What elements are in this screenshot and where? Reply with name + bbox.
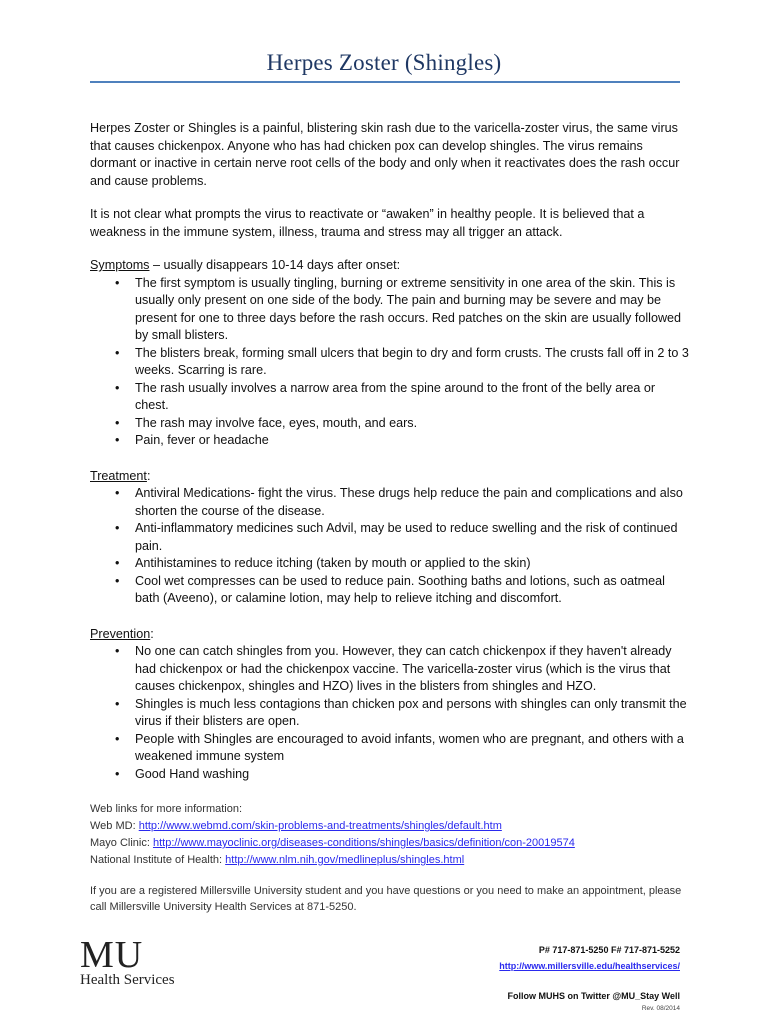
prevention-list xyxy=(90,643,690,783)
web-link-row xyxy=(90,852,575,869)
web-links xyxy=(90,801,575,869)
list-item: • Shingles is much less contagions than chicken pox and persons with shingles can only transmit the virus if their blisters are open. xyxy=(90,696,690,731)
list-item: • No one can catch shingles from you. However, they can catch chickenpox if they haven't already had chickenpox or had the chickenpox vaccine. The varicella-zoster virus (which is the virus that causes chickenpox, shingles and HZO) lives in the blisters from shingles and HZO. xyxy=(90,643,690,696)
title-divider xyxy=(90,81,680,83)
list-item: • Pain, fever or headache xyxy=(90,432,690,450)
footer-twitter: Follow MUHS on Twitter @MU_Stay Well xyxy=(507,991,680,1001)
web-link-label: Web MD: xyxy=(90,820,139,832)
list-item: • The first symptom is usually tingling, burning or extreme sensitivity in one area of the skin. This is usually only present on one side of the body. The pain and burning may be severe and may be present for one to three days before the rash occurs. Red patches on the skin are usually followed by small blisters. xyxy=(90,275,690,345)
intro-paragraph: Herpes Zoster or Shingles is a painful, blistering skin rash due to the varicella-zoster virus, the same virus that causes chickenpox. Anyone who has had chicken pox can develop shingles. The virus remains dormant or inactive in certain nerve root cells of the body and only when it reactivates does the rash occur and cause problems. xyxy=(90,121,680,188)
prevention-heading-label: Prevention xyxy=(90,626,151,641)
symptoms-heading-suffix: – usually disappears 10-14 days after onset: xyxy=(149,258,401,272)
footer-contact xyxy=(499,942,680,1004)
logo-mark: MU xyxy=(80,934,144,976)
web-links-heading: Web links for more information: xyxy=(90,803,243,815)
list-item: • The rash usually involves a narrow area from the spine around to the front of the belly area or chest. xyxy=(90,380,690,415)
page-title: Herpes Zoster (Shingles) xyxy=(266,50,502,75)
webmd-link[interactable]: http://www.webmd.com/skin-problems-and-treatments/shingles/default.htm xyxy=(138,820,502,832)
symptoms-heading-label: Symptoms xyxy=(90,258,150,272)
list-item: • Antiviral Medications- fight the virus. These drugs help reduce the pain and complications and also shorten the course of the disease. xyxy=(90,485,690,520)
web-link-row xyxy=(90,835,575,852)
treatment-heading xyxy=(90,468,690,486)
document-body xyxy=(90,120,690,801)
list-item: • The blisters break, forming small ulcers that begin to dry and form crusts. The crusts fall off in 2 to 3 weeks. Scarring is rare. xyxy=(90,345,690,380)
web-link-label: Mayo Clinic: xyxy=(90,837,153,849)
nih-link[interactable]: http://www.nlm.nih.gov/medlineplus/shingles.html xyxy=(225,854,465,866)
symptoms-list xyxy=(90,275,690,450)
treatment-heading-label: Treatment xyxy=(90,468,147,483)
revision-date: Rev. 08/2014 xyxy=(641,1005,680,1012)
list-item: • Anti-inflammatory medicines such Advil, may be used to reduce swelling and the risk of continued pain. xyxy=(90,520,690,555)
symptoms-heading xyxy=(90,257,690,275)
list-item: • The rash may involve face, eyes, mouth, and ears. xyxy=(90,415,690,433)
footer-phone: P# 717-871-5250 F# 717-871-5252 xyxy=(538,945,680,955)
list-item: • Antihistamines to reduce itching (taken by mouth or applied to the skin) xyxy=(90,555,690,573)
mayo-clinic-link[interactable]: http://www.mayoclinic.org/diseases-conditions/shingles/basics/definition/con-20019574 xyxy=(152,837,575,849)
treatment-heading-suffix: : xyxy=(146,468,151,483)
intro-paragraph: It is not clear what prompts the virus to reactivate or “awaken” in healthy people. It is believed that a weakness in the immune system, illness, trauma and stress may all trigger an attack. xyxy=(90,207,645,239)
web-link-label: National Institute of Health: xyxy=(90,854,226,866)
list-item: • People with Shingles are encouraged to avoid infants, women who are pregnant, and others with a weakened immune system xyxy=(90,731,690,766)
web-link-row xyxy=(90,818,575,835)
health-services-link[interactable]: http://www.millersville.edu/healthservices/ xyxy=(499,961,680,971)
mu-health-services-logo xyxy=(80,936,175,989)
list-item: • Good Hand washing xyxy=(90,766,690,784)
contact-paragraph: If you are a registered Millersville University student and you have questions or you need to make an appointment, please call Millersville University Health Services at 871-5250. xyxy=(90,885,682,913)
treatment-list xyxy=(90,485,690,608)
prevention-heading xyxy=(90,626,690,644)
prevention-heading-suffix: : xyxy=(150,626,154,641)
logo-subtitle: Health Services xyxy=(80,972,175,988)
list-item: • Cool wet compresses can be used to reduce pain. Soothing baths and lotions, such as oatmeal bath (Aveeno), or calamine lotion, may help to relieve itching and discomfort. xyxy=(90,573,690,608)
